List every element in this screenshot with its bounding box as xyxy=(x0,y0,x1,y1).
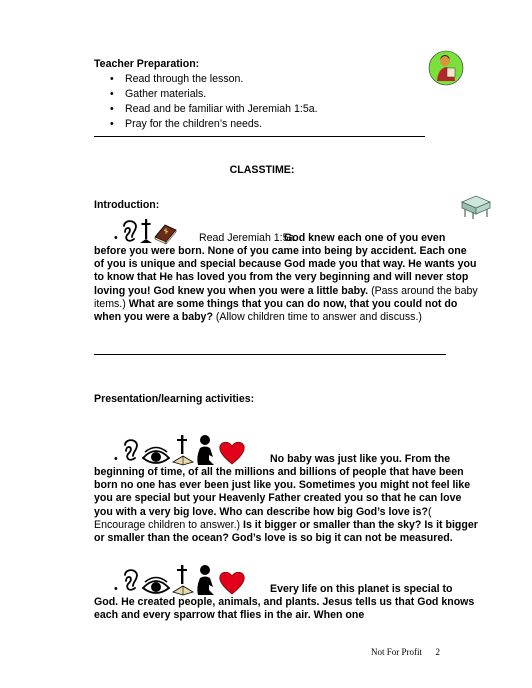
teacher-prep-heading: Teacher Preparation: xyxy=(94,58,200,70)
eye-icon xyxy=(141,446,171,466)
page-number: 2 xyxy=(435,647,440,657)
divider xyxy=(94,354,446,355)
bullet: • xyxy=(114,231,118,244)
icon-group xyxy=(121,217,177,245)
ear-icon xyxy=(121,217,139,245)
cross-bible-icon xyxy=(172,564,194,596)
icon-group xyxy=(122,564,246,596)
praying-child-icon xyxy=(195,434,217,466)
teacher-prep-list xyxy=(110,72,410,132)
list-item: • Read and be familiar with Jeremiah 1:5a. xyxy=(110,102,410,117)
presentation-paragraph-2: • Every life on this planet is special to God. He created people, animals, and plants. Jesus tells us that God knows each and every sparrow that flies in the air. When one xyxy=(94,560,479,622)
page-footer: Not For Profit 2 xyxy=(370,647,440,657)
eye-icon xyxy=(141,576,171,596)
list-item: • Read through the lesson. xyxy=(110,72,410,87)
presentation-paragraph-1: • No baby was just like you. From the beginning of time, of all the millions and billions of people that have been born no one has ever been just like you. Sometimes you might not feel like you are special but your Heavenly Father created you so that he can love you with a very big love. Who can describe how big God’s love is?( Encourage children to answer.) Is it bigger or smaller than the sky? Is it bigger or smaller than the ocean? God’s love is so big it can not be measured. xyxy=(94,430,479,545)
list-item: • Gather materials. xyxy=(110,87,410,102)
classtime-heading: CLASSTIME: xyxy=(229,164,295,176)
icon-group xyxy=(122,434,246,466)
bullet: • xyxy=(114,452,118,465)
praying-child-icon xyxy=(195,564,217,596)
bullet: • xyxy=(114,582,118,595)
cross-bible-icon xyxy=(172,434,194,466)
ear-icon xyxy=(122,434,140,466)
cross-icon xyxy=(140,217,152,245)
presentation-heading: Presentation/learning activities: xyxy=(94,393,255,405)
divider xyxy=(94,136,425,137)
teacher-icon xyxy=(428,50,464,90)
heart-icon xyxy=(218,440,246,466)
introduction-heading: Introduction: xyxy=(94,199,160,211)
bible-icon xyxy=(153,221,177,245)
introduction-paragraph: • Read Jeremiah 1:5a. God knew each one of you even before you were born. None of you came into being by accident. Each one of you is unique and special because God made you that way. He wants you to know that He has loved you from the very beginning and will never stop loving you! God knew you when you were a little baby. (Pass around the baby items.) What are some things that you can do now, that you could not do when you were a baby? (Allow children time to answer and discuss.) xyxy=(94,215,479,324)
ear-icon xyxy=(122,564,140,596)
list-item: • Pray for the children’s needs. xyxy=(110,117,410,132)
heart-icon xyxy=(218,570,246,596)
